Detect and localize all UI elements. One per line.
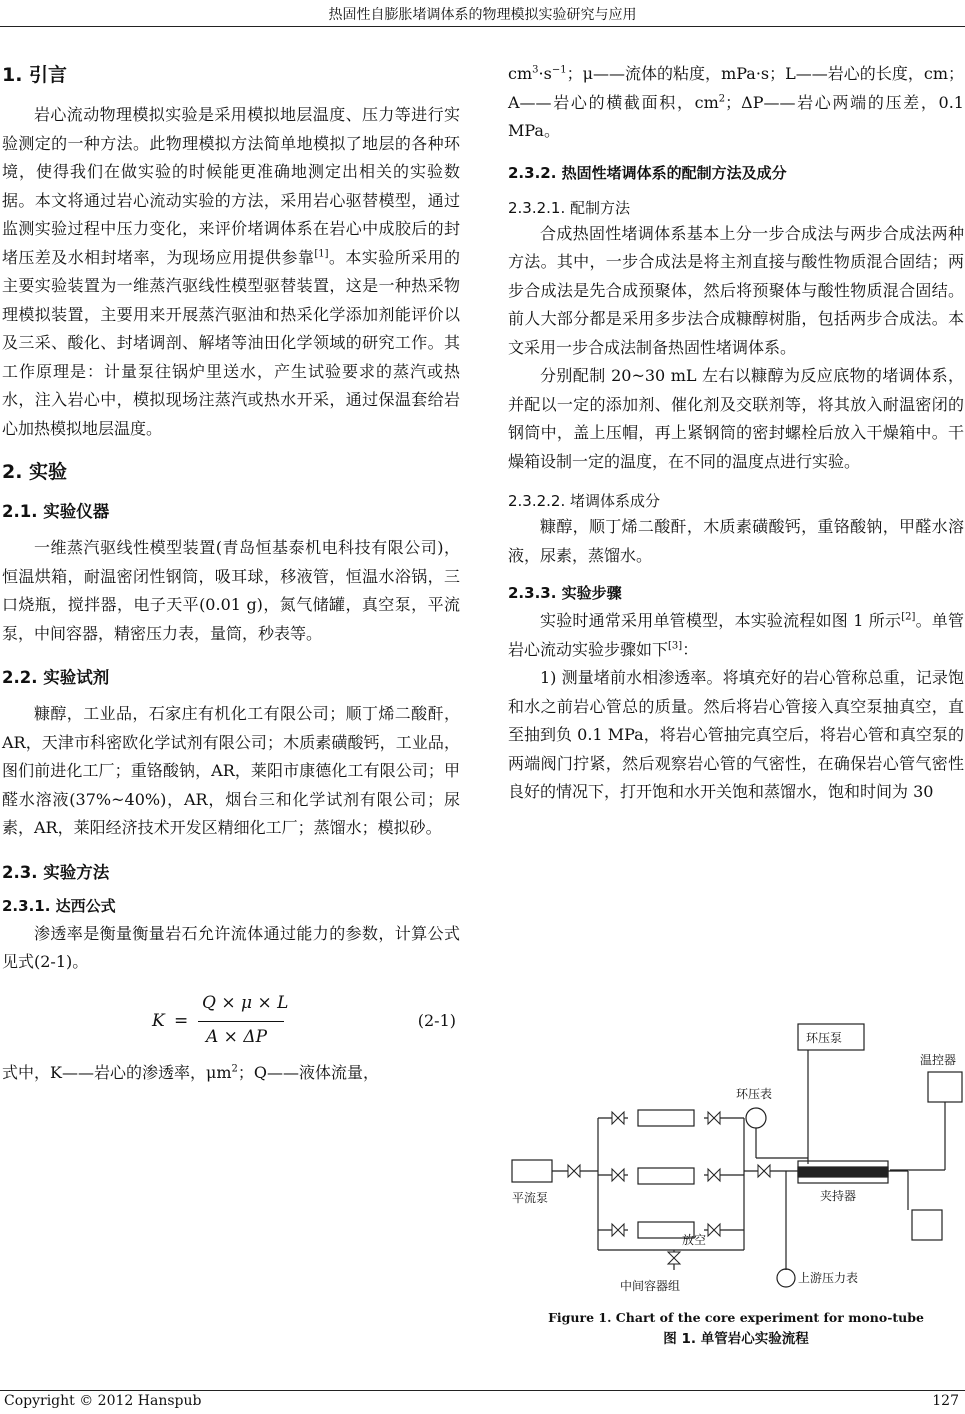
figure-caption xyxy=(508,1310,964,1347)
intro-paragraph: 岩心流动物理模拟实验是采用模拟地层温度、压力等进行实验测定的一种方法。此物理模拟方法简单地模拟了地层的各种环境，使得我们在做实验的时候能更准确地测定出相关的实验数据。本文将通过岩心流动实验的方法，采用岩心驱替模型，通过监测实验过程中压力变化，来评价堵调体系在岩心中成胶后的封堵压差及水相封堵率，为现场应用提供参靠[1]。本实验所采用的主要实验装置为一维蒸汽驱线性模型驱替装置，这是一种热采物理模拟装置，主要用来开展蒸汽驱油和热采化学添加剂能评价以及三采、酸化、封堵调剖、解堵等油田化学领域的研究工作。其工作原理是：计量泵往锅炉里送水，产生试验要求的蒸汽或热水，注入岩心中，模拟现场注蒸汽或热水开采，通过保温套给岩心加热模拟地层温度。 xyxy=(2,105,460,438)
fraction-bar xyxy=(198,1021,284,1022)
darcy-paragraph: 渗透率是衡量衡量岩石允许流体通过能力的参数，计算公式见式(2-1)。 xyxy=(2,923,460,971)
citation-3: [3] xyxy=(668,640,683,652)
label-vent: 放空 xyxy=(682,1233,707,1247)
upstream-gauge-circle xyxy=(777,1269,795,1287)
components-paragraph: 糠醇，顺丁烯二酸酐，木质素磺酸钙，重铬酸钠，甲醛水溶液，尿素，蒸馏水。 xyxy=(508,517,964,565)
formula-equals: = xyxy=(174,1010,189,1031)
outlet-beaker xyxy=(912,1210,942,1240)
formula-lhs: K xyxy=(152,1010,165,1031)
section-2-3-3-heading: 2.3.3. 实验步骤 xyxy=(508,584,622,602)
section-2-3-2-2-heading: 2.3.2.2. 堵调体系成分 xyxy=(508,492,661,510)
preparation-paragraph-1: 合成热固性堵调体系基本上分一步合成法与两步合成法两种方法。其中，一步合成法是将主剂直接与酸性物质混合固结；两步合成法是先合成预聚体，然后将预聚体与酸性物质混合固结。前人大部分都是采用多步法合成糠醇树脂，包括两步合成法。本文采用一步合成法制备热固性堵调体系。 xyxy=(508,223,964,357)
section-2-2-heading: 2.2. 实验试剂 xyxy=(2,668,110,687)
label-holder: 夹持器 xyxy=(820,1189,857,1203)
left-column xyxy=(2,46,460,1087)
equation-number: (2-1) xyxy=(417,1010,456,1030)
section-2-3-heading: 2.3. 实验方法 xyxy=(2,862,110,882)
label-flow-pump: 平流泵 xyxy=(512,1191,549,1205)
section-1-heading: 1. 引言 xyxy=(2,64,68,86)
section-2-3-1-heading: 2.3.1. 达西公式 xyxy=(2,896,116,915)
section-2-heading: 2. 实验 xyxy=(2,461,68,483)
footer-copyright: Copyright © 2012 Hanspub xyxy=(4,1393,202,1409)
procedure-step-1: 1) 测量堵前水相渗透率。将填充好的岩心管称总重，记录饱和水之前岩心管总的质量。然后将岩心管接入真空泵抽真空，直至抽到负 0.1 MPa，将岩心管抽完真空后，将岩心管和真空泵的两端阀门拧紧，然后观察岩心管的气密性，在确保岩心管气密性良好的情况下，打开饱和水开关饱和蒸馏水，饱和时间为 30 xyxy=(508,668,964,801)
formula-denominator: A × ΔP xyxy=(206,1026,268,1047)
container-2 xyxy=(638,1168,694,1184)
section-2-3-2-1-heading: 2.3.2.1. 配制方法 xyxy=(508,198,631,217)
label-ring-pump: 环压泵 xyxy=(806,1031,843,1045)
reagents-paragraph: 糠醇，工业品，石家庄有机化工有限公司；顺丁烯二酸酐，AR，天津市科密欧化学试剂有限公司；木质素磺酸钙，工业品，图们前进化工厂；重铬酸钠，AR，莱阳市康德化工有限公司；甲醛水溶液(37%~40%)，AR，烟台三和化学试剂有限公司；尿素，AR，莱阳经济技术开发区精细化工厂；蒸馏水；模拟砂。 xyxy=(2,704,460,837)
instruments-paragraph: 一维蒸汽驱线性模型装置(青岛恒基泰机电科技有限公司)，恒温烘箱，耐温密闭性钢筒，吸耳球，移液管，恒温水浴锅，三口烧瓶，搅拌器，电子天平(0.01 g)，氮气储罐，真空泵，平流泵，中间容器，精密压力表，量筒，秒表等。 xyxy=(2,538,460,643)
formula-numerator: Q × μ × L xyxy=(202,992,289,1013)
flow-diagram xyxy=(508,1020,964,1310)
footer-rule xyxy=(0,1390,965,1391)
label-ring-gauge: 环压表 xyxy=(736,1087,773,1101)
flow-pump-box xyxy=(512,1160,552,1182)
procedure-intro: 实验时通常采用单管模型，本实验流程如图 1 所示[2]。单管岩心流动实验步骤如下[3]： xyxy=(508,611,964,659)
citation-1: [1] xyxy=(314,248,329,260)
preparation-paragraph-2: 分别配制 20~30 mL 左右以糠醇为反应底物的堵调体系，并配以一定的添加剂、催化剂及交联剂等，将其放入耐温密闭的钢筒中，盖上压帽，再上紧钢筒的密封螺栓后放入干燥箱中。干燥箱设制一定的温度，在不同的温度点进行实验。 xyxy=(508,366,964,471)
section-2-3-2-heading: 2.3.2. 热固性堵调体系的配制方法及成分 xyxy=(508,163,787,182)
container-1 xyxy=(638,1110,694,1126)
ring-gauge-circle xyxy=(746,1108,766,1128)
label-temp-controller: 温控器 xyxy=(920,1053,957,1067)
running-header: 热固性自膨胀堵调体系的物理模拟实验研究与应用 xyxy=(328,7,637,23)
section-2-1-heading: 2.1. 实验仪器 xyxy=(2,502,110,521)
formula-definitions: 式中，K——岩心的渗透率，$\mu m^2$；Q——液体流量， xyxy=(2,1062,380,1082)
figure-caption-zh: 图 1. 单管岩心实验流程 xyxy=(663,1331,809,1347)
formula-definitions-cont: $cm^3\cdot s^{-1}$；μ——流体的粘度，mPa·s；L——岩心的长度，cm；A——岩心的横截面积，$cm^2$；ΔP——岩心两端的压差，0.1 MPa。 xyxy=(508,64,964,140)
citation-2: [2] xyxy=(901,611,916,623)
right-column xyxy=(508,60,964,807)
label-containers: 中间容器组 xyxy=(620,1279,681,1293)
label-upstream-gauge: 上游压力表 xyxy=(798,1271,859,1285)
figure-caption-en: Figure 1. Chart of the core experiment for mono-tube xyxy=(548,1310,924,1325)
page-number: 127 xyxy=(932,1393,959,1409)
header-rule xyxy=(0,26,965,27)
darcy-formula xyxy=(2,985,460,1055)
temp-controller-box xyxy=(928,1072,962,1102)
